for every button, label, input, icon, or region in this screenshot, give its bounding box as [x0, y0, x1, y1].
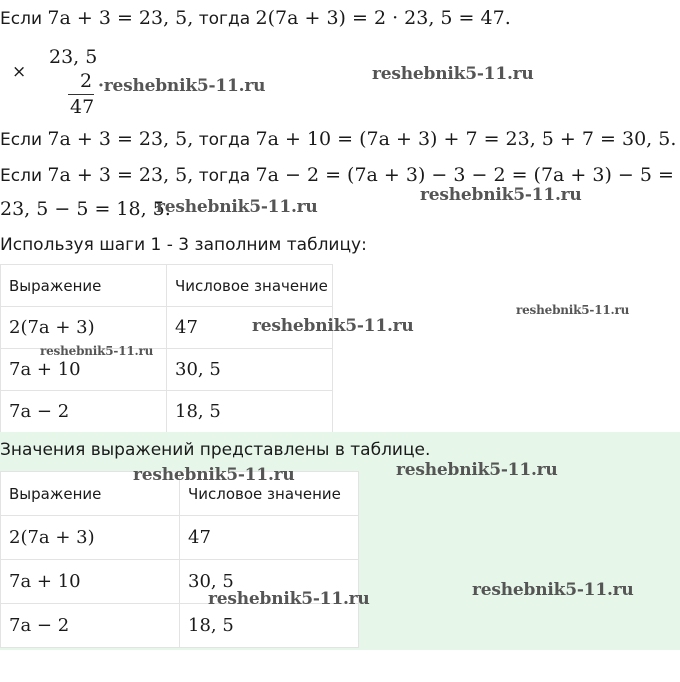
watermark: reshebnik5-11.ru [133, 465, 295, 485]
solution-line-5 [0, 197, 171, 222]
watermark: reshebnik5-11.ru [208, 589, 370, 609]
equation-result: 7a − 2 = (7a + 3) − 3 − 2 = (7a + 3) − 5 = [255, 164, 674, 186]
answer-title: Значения выражений представлены в таблице. [0, 440, 431, 460]
solution-line-3 [0, 127, 676, 152]
mult-result: 47 [70, 96, 95, 118]
watermark: reshebnik5-11.ru [372, 64, 534, 84]
equation-given: 7a + 3 = 23, 5, [47, 128, 194, 150]
watermark: reshebnik5-11.ru [420, 185, 582, 205]
table-intro-text: Используя шаги 1 - 3 заполним таблицу: [0, 235, 367, 255]
watermark: reshebnik5-11.ru [516, 303, 630, 317]
cell-expression: 7a − 2 [1, 604, 180, 648]
cell-value: 47 [180, 516, 359, 560]
table-row [1, 516, 359, 560]
table-row [1, 391, 333, 433]
watermark: ·reshebnik5-11.ru [98, 76, 266, 96]
header-value: Числовое значение [167, 265, 333, 307]
line-connector: тогда [198, 9, 251, 29]
cell-expression: 2(7a + 3) [1, 307, 167, 349]
watermark: reshebnik5-11.ru [472, 580, 634, 600]
line-connector: тогда [198, 130, 251, 150]
mult-divider-line [68, 94, 94, 95]
table-row [1, 604, 359, 648]
watermark: reshebnik5-11.ru [156, 197, 318, 217]
solution-line-1 [0, 6, 511, 31]
line-prefix: Если [0, 166, 43, 186]
equation-given: 7a + 3 = 23, 5, [47, 164, 194, 186]
watermark: reshebnik5-11.ru [396, 460, 558, 480]
cell-value: 47 [167, 307, 333, 349]
header-expression: Выражение [1, 472, 180, 516]
mult-operand-bottom: 2 [80, 70, 93, 92]
equation-result: 7a + 10 = (7a + 3) + 7 = 23, 5 + 7 = 30, 5. [255, 128, 677, 150]
cell-expression: 7a + 10 [1, 349, 167, 391]
line-prefix: Если [0, 130, 43, 150]
line-prefix: Если [0, 9, 43, 29]
table-header-row [1, 265, 333, 307]
cell-value: 30, 5 [180, 560, 359, 604]
equation-result: 2(7a + 3) = 2 · 23, 5 = 47. [255, 7, 511, 29]
cell-expression: 2(7a + 3) [1, 516, 180, 560]
cell-expression: 7a + 10 [1, 560, 180, 604]
watermark: reshebnik5-11.ru [252, 316, 414, 336]
equation-continuation: 23, 5 − 5 = 18, 5. [0, 198, 171, 220]
line-connector: тогда [198, 166, 251, 186]
cell-value: 18, 5 [180, 604, 359, 648]
cell-expression: 7a − 2 [1, 391, 167, 433]
header-expression: Выражение [1, 265, 167, 307]
multiply-sign: × [12, 62, 27, 82]
equation-given: 7a + 3 = 23, 5, [47, 7, 194, 29]
watermark: reshebnik5-11.ru [40, 344, 154, 358]
cell-value: 18, 5 [167, 391, 333, 433]
answer-table [0, 471, 359, 648]
header-value: Числовое значение [180, 472, 359, 516]
cell-value: 30, 5 [167, 349, 333, 391]
mult-operand-top: 23, 5 [49, 46, 98, 68]
